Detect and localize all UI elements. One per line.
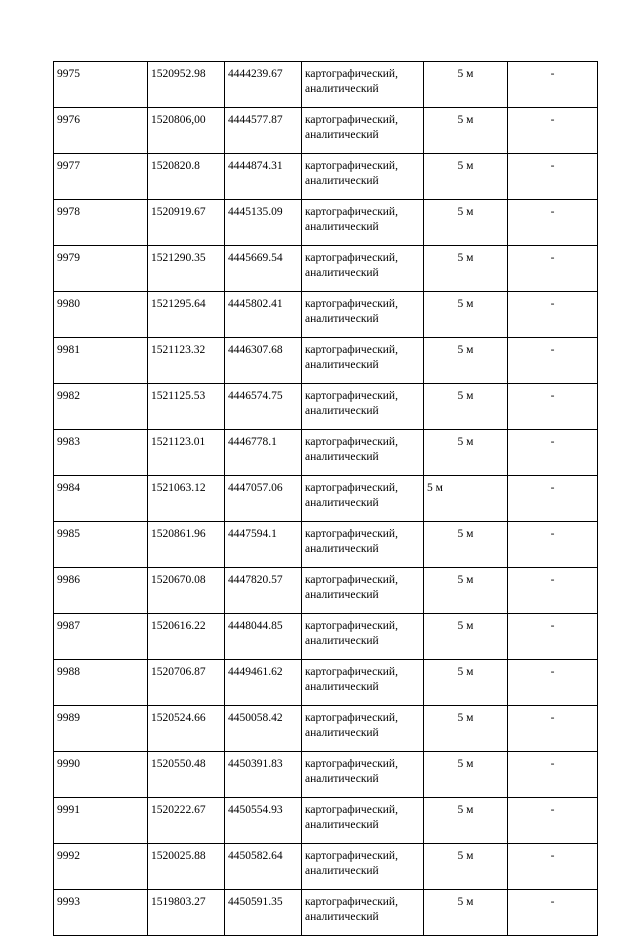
accuracy-cell: 5 м xyxy=(424,292,508,338)
method-line-1: картографический, xyxy=(305,390,398,402)
note-cell: - xyxy=(508,62,598,108)
point-number-cell: 9983 xyxy=(54,430,148,476)
method-cell xyxy=(302,62,424,108)
method-cell xyxy=(302,384,424,430)
method-cell xyxy=(302,660,424,706)
note-cell: - xyxy=(508,338,598,384)
y-coordinate-cell: 4445669.54 xyxy=(225,246,302,292)
note-cell: - xyxy=(508,798,598,844)
accuracy-cell: 5 м xyxy=(424,108,508,154)
method-cell xyxy=(302,292,424,338)
table-row xyxy=(54,798,598,844)
method-line-1: картографический, xyxy=(305,344,398,356)
accuracy-cell: 5 м xyxy=(424,154,508,200)
method-line-1: картографический, xyxy=(305,574,398,586)
accuracy-cell: 5 м xyxy=(424,338,508,384)
accuracy-cell: 5 м xyxy=(424,568,508,614)
point-number-cell: 9992 xyxy=(54,844,148,890)
x-coordinate-cell: 1520820.8 xyxy=(148,154,225,200)
coordinates-table xyxy=(53,61,598,936)
y-coordinate-cell: 4449461.62 xyxy=(225,660,302,706)
x-coordinate-cell: 1521123.32 xyxy=(148,338,225,384)
method-line-2: аналитический xyxy=(305,681,379,693)
x-coordinate-cell: 1520861.96 xyxy=(148,522,225,568)
point-number-cell: 9986 xyxy=(54,568,148,614)
accuracy-cell: 5 м xyxy=(424,522,508,568)
method-cell xyxy=(302,890,424,936)
table-row xyxy=(54,200,598,246)
point-number-cell: 9977 xyxy=(54,154,148,200)
y-coordinate-cell: 4444239.67 xyxy=(225,62,302,108)
y-coordinate-cell: 4450591.35 xyxy=(225,890,302,936)
method-line-2: аналитический xyxy=(305,267,379,279)
table-row xyxy=(54,660,598,706)
method-line-1: картографический, xyxy=(305,252,398,264)
y-coordinate-cell: 4450058.42 xyxy=(225,706,302,752)
method-line-1: картографический, xyxy=(305,804,398,816)
method-line-2: аналитический xyxy=(305,497,379,509)
note-cell: - xyxy=(508,752,598,798)
table-row xyxy=(54,568,598,614)
point-number-cell: 9989 xyxy=(54,706,148,752)
method-cell xyxy=(302,752,424,798)
y-coordinate-cell: 4444874.31 xyxy=(225,154,302,200)
method-cell xyxy=(302,246,424,292)
x-coordinate-cell: 1520919.67 xyxy=(148,200,225,246)
accuracy-cell: 5 м xyxy=(424,246,508,292)
method-line-1: картографический, xyxy=(305,68,398,80)
note-cell: - xyxy=(508,706,598,752)
method-cell xyxy=(302,154,424,200)
method-line-1: картографический, xyxy=(305,206,398,218)
point-number-cell: 9979 xyxy=(54,246,148,292)
note-cell: - xyxy=(508,476,598,522)
point-number-cell: 9982 xyxy=(54,384,148,430)
note-cell: - xyxy=(508,430,598,476)
x-coordinate-cell: 1521125.53 xyxy=(148,384,225,430)
x-coordinate-cell: 1521290.35 xyxy=(148,246,225,292)
x-coordinate-cell: 1520616.22 xyxy=(148,614,225,660)
method-line-2: аналитический xyxy=(305,543,379,555)
x-coordinate-cell: 1520550.48 xyxy=(148,752,225,798)
table-row xyxy=(54,522,598,568)
table-row xyxy=(54,890,598,936)
method-cell xyxy=(302,108,424,154)
accuracy-cell: 5 м xyxy=(424,62,508,108)
x-coordinate-cell: 1520222.67 xyxy=(148,798,225,844)
method-line-2: аналитический xyxy=(305,727,379,739)
x-coordinate-cell: 1519803.27 xyxy=(148,890,225,936)
y-coordinate-cell: 4450582.64 xyxy=(225,844,302,890)
method-line-1: картографический, xyxy=(305,896,398,908)
y-coordinate-cell: 4445802.41 xyxy=(225,292,302,338)
accuracy-cell: 5 м xyxy=(424,752,508,798)
point-number-cell: 9990 xyxy=(54,752,148,798)
y-coordinate-cell: 4448044.85 xyxy=(225,614,302,660)
accuracy-cell: 5 м xyxy=(424,660,508,706)
method-line-2: аналитический xyxy=(305,773,379,785)
point-number-cell: 9987 xyxy=(54,614,148,660)
method-line-2: аналитический xyxy=(305,221,379,233)
method-line-2: аналитический xyxy=(305,819,379,831)
x-coordinate-cell: 1521063.12 xyxy=(148,476,225,522)
method-line-1: картографический, xyxy=(305,620,398,632)
note-cell: - xyxy=(508,568,598,614)
y-coordinate-cell: 4447594.1 xyxy=(225,522,302,568)
method-cell xyxy=(302,614,424,660)
accuracy-cell: 5 м xyxy=(424,430,508,476)
note-cell: - xyxy=(508,108,598,154)
method-line-1: картографический, xyxy=(305,758,398,770)
accuracy-cell: 5 м xyxy=(424,706,508,752)
y-coordinate-cell: 4446574.75 xyxy=(225,384,302,430)
method-line-1: картографический, xyxy=(305,528,398,540)
method-line-1: картографический, xyxy=(305,712,398,724)
x-coordinate-cell: 1520524.66 xyxy=(148,706,225,752)
method-line-1: картографический, xyxy=(305,160,398,172)
method-cell xyxy=(302,476,424,522)
accuracy-cell: 5 м xyxy=(424,890,508,936)
point-number-cell: 9993 xyxy=(54,890,148,936)
table-row xyxy=(54,430,598,476)
point-number-cell: 9975 xyxy=(54,62,148,108)
note-cell: - xyxy=(508,154,598,200)
x-coordinate-cell: 1520706.87 xyxy=(148,660,225,706)
point-number-cell: 9981 xyxy=(54,338,148,384)
table-row xyxy=(54,292,598,338)
point-number-cell: 9991 xyxy=(54,798,148,844)
note-cell: - xyxy=(508,522,598,568)
method-line-2: аналитический xyxy=(305,865,379,877)
method-line-1: картографический, xyxy=(305,114,398,126)
method-line-2: аналитический xyxy=(305,911,379,923)
method-cell xyxy=(302,844,424,890)
method-cell xyxy=(302,568,424,614)
x-coordinate-cell: 1521295.64 xyxy=(148,292,225,338)
method-cell xyxy=(302,798,424,844)
y-coordinate-cell: 4450554.93 xyxy=(225,798,302,844)
table-row xyxy=(54,614,598,660)
point-number-cell: 9988 xyxy=(54,660,148,706)
y-coordinate-cell: 4446307.68 xyxy=(225,338,302,384)
y-coordinate-cell: 4450391.83 xyxy=(225,752,302,798)
point-number-cell: 9978 xyxy=(54,200,148,246)
note-cell: - xyxy=(508,660,598,706)
accuracy-cell: 5 м xyxy=(424,384,508,430)
table-row xyxy=(54,844,598,890)
note-cell: - xyxy=(508,890,598,936)
point-number-cell: 9976 xyxy=(54,108,148,154)
note-cell: - xyxy=(508,246,598,292)
accuracy-cell: 5 м xyxy=(424,798,508,844)
accuracy-cell: 5 м xyxy=(424,200,508,246)
y-coordinate-cell: 4447057.06 xyxy=(225,476,302,522)
method-line-2: аналитический xyxy=(305,635,379,647)
table-row xyxy=(54,154,598,200)
accuracy-cell: 5 м xyxy=(424,614,508,660)
method-cell xyxy=(302,706,424,752)
method-line-1: картографический, xyxy=(305,482,398,494)
method-line-2: аналитический xyxy=(305,83,379,95)
accuracy-cell: 5 м xyxy=(424,844,508,890)
y-coordinate-cell: 4445135.09 xyxy=(225,200,302,246)
method-line-2: аналитический xyxy=(305,359,379,371)
method-line-2: аналитический xyxy=(305,451,379,463)
point-number-cell: 9984 xyxy=(54,476,148,522)
table-row xyxy=(54,62,598,108)
x-coordinate-cell: 1520806,00 xyxy=(148,108,225,154)
method-cell xyxy=(302,338,424,384)
x-coordinate-cell: 1521123.01 xyxy=(148,430,225,476)
method-line-2: аналитический xyxy=(305,313,379,325)
method-cell xyxy=(302,200,424,246)
y-coordinate-cell: 4444577.87 xyxy=(225,108,302,154)
method-line-1: картографический, xyxy=(305,298,398,310)
table-row xyxy=(54,108,598,154)
method-cell xyxy=(302,430,424,476)
method-line-2: аналитический xyxy=(305,405,379,417)
table-row xyxy=(54,752,598,798)
note-cell: - xyxy=(508,844,598,890)
x-coordinate-cell: 1520952.98 xyxy=(148,62,225,108)
table-row xyxy=(54,706,598,752)
x-coordinate-cell: 1520670.08 xyxy=(148,568,225,614)
method-cell xyxy=(302,522,424,568)
note-cell: - xyxy=(508,614,598,660)
point-number-cell: 9985 xyxy=(54,522,148,568)
y-coordinate-cell: 4446778.1 xyxy=(225,430,302,476)
method-line-2: аналитический xyxy=(305,175,379,187)
accuracy-cell: 5 м xyxy=(424,476,508,522)
method-line-1: картографический, xyxy=(305,666,398,678)
table-row xyxy=(54,384,598,430)
table-row xyxy=(54,338,598,384)
note-cell: - xyxy=(508,292,598,338)
method-line-2: аналитический xyxy=(305,129,379,141)
table-row xyxy=(54,476,598,522)
point-number-cell: 9980 xyxy=(54,292,148,338)
y-coordinate-cell: 4447820.57 xyxy=(225,568,302,614)
note-cell: - xyxy=(508,384,598,430)
table-row xyxy=(54,246,598,292)
coordinates-table-body xyxy=(54,62,598,936)
method-line-2: аналитический xyxy=(305,589,379,601)
note-cell: - xyxy=(508,200,598,246)
method-line-1: картографический, xyxy=(305,436,398,448)
x-coordinate-cell: 1520025.88 xyxy=(148,844,225,890)
method-line-1: картографический, xyxy=(305,850,398,862)
